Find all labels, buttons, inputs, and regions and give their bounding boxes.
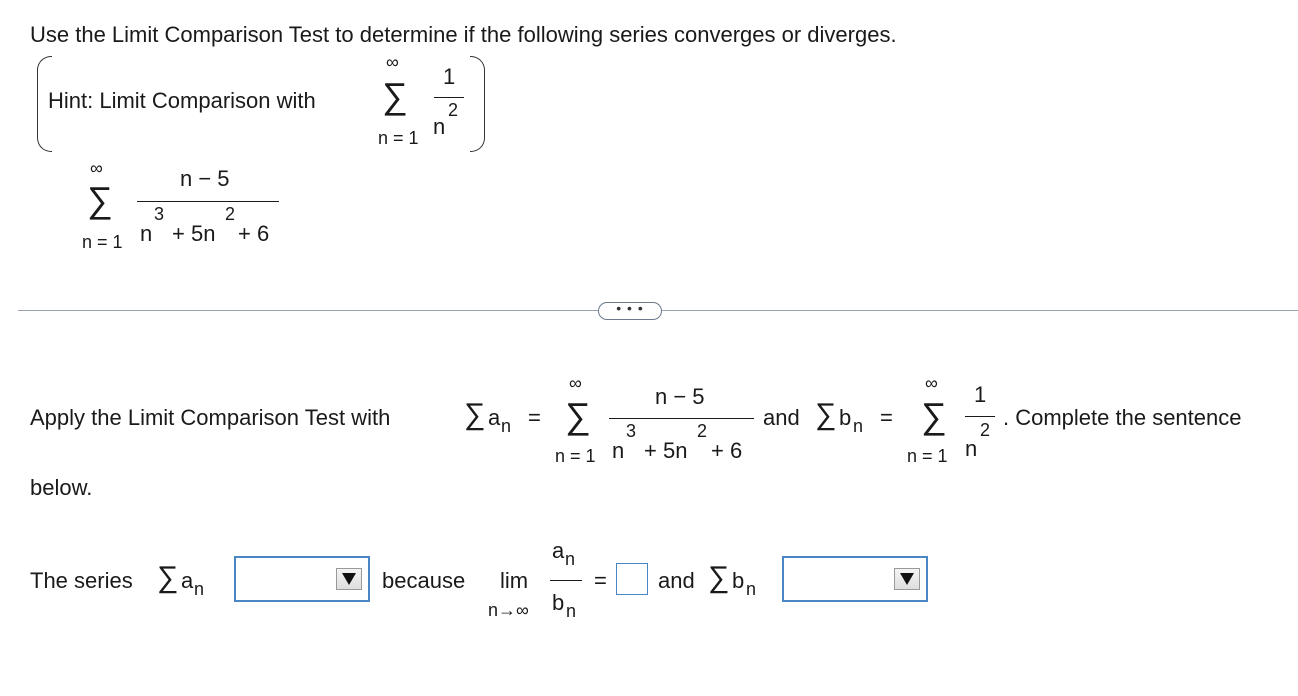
sigma-icon: ∑ [921, 395, 947, 436]
apply-den-mid: + 5n [644, 438, 688, 463]
b-n-symbol: b [732, 568, 745, 593]
lim-subscript: n→∞ [488, 600, 529, 620]
question-text: Use the Limit Comparison Test to determine if the following series converges or diverges. [30, 22, 897, 47]
lim-text: lim [500, 568, 529, 593]
apply-text: Apply the Limit Comparison Test with [30, 405, 391, 430]
a-n-sub: n [501, 416, 512, 436]
series-sum-lower: n = 1 [82, 232, 123, 252]
equals-sign: = [528, 405, 541, 430]
limit-answer-input[interactable] [616, 563, 648, 595]
right-paren [470, 56, 485, 152]
apply-b-den-base: n [965, 436, 978, 461]
hint-numerator: 1 [443, 64, 456, 89]
apply-text-continued: below. [30, 475, 93, 500]
b-n-sub: n [746, 579, 757, 599]
chevron-down-icon[interactable] [894, 568, 920, 590]
show-more-button[interactable]: • • • [598, 302, 662, 320]
b-n-symbol: b [839, 405, 852, 430]
convergence-b-dropdown[interactable] [782, 556, 928, 602]
b-n-sub: n [853, 416, 864, 436]
frac-b: b [552, 590, 565, 615]
because-text: because [382, 568, 466, 593]
apply-den-exp3: 3 [626, 421, 637, 441]
series-den-exp3: 3 [154, 204, 165, 224]
hint-den-base: n [433, 114, 446, 139]
hint-sum-upper: ∞ [386, 52, 399, 72]
apply-b-sum-lower: n = 1 [907, 446, 948, 466]
equals-sign: = [880, 405, 893, 430]
apply-den-exp2: 2 [697, 421, 708, 441]
series-numerator: n − 5 [180, 166, 230, 191]
sigma-icon: ∑ [382, 75, 408, 116]
sigma-icon: ∑ [815, 398, 837, 431]
equals-sign: = [594, 568, 607, 593]
apply-b-fraction-bar [965, 416, 995, 417]
frac-b-sub: n [566, 601, 577, 621]
hint-den-exp: 2 [448, 100, 459, 120]
sigma-icon: ∑ [157, 561, 179, 594]
sentence-prefix: The series [30, 568, 133, 593]
apply-text-after: . Complete the sentence [1003, 405, 1242, 430]
hint-sum-lower: n = 1 [378, 128, 419, 148]
series-den-exp2: 2 [225, 204, 236, 224]
apply-sum-upper: ∞ [569, 373, 582, 393]
sigma-icon: ∑ [87, 179, 113, 220]
sigma-icon: ∑ [565, 395, 591, 436]
apply-den-end: + 6 [711, 438, 743, 463]
apply-fraction-bar [609, 418, 754, 419]
apply-numerator: n − 5 [655, 384, 705, 409]
frac-a-sub: n [565, 549, 576, 569]
apply-sum-lower: n = 1 [555, 446, 596, 466]
and-text: and [658, 568, 695, 593]
series-den-end: + 6 [238, 221, 270, 246]
sigma-icon: ∑ [708, 561, 730, 594]
series-fraction-bar [137, 201, 279, 202]
sigma-icon: ∑ [464, 398, 486, 431]
series-den-mid: + 5n [172, 221, 216, 246]
a-n-sub: n [194, 579, 205, 599]
a-n-symbol: a [488, 405, 501, 430]
convergence-a-dropdown[interactable] [234, 556, 370, 602]
frac-a: a [552, 538, 565, 563]
apply-b-den-exp: 2 [980, 420, 991, 440]
limit-fraction-bar [550, 580, 582, 581]
apply-b-sum-upper: ∞ [925, 373, 938, 393]
hint-label: Hint: Limit Comparison with [48, 88, 316, 113]
apply-b-numerator: 1 [974, 382, 987, 407]
chevron-down-icon[interactable] [336, 568, 362, 590]
and-text: and [763, 405, 800, 430]
hint-fraction-bar [434, 97, 464, 98]
series-sum-upper: ∞ [90, 158, 103, 178]
series-den-n: n [140, 221, 153, 246]
apply-den-n: n [612, 438, 625, 463]
a-n-symbol: a [181, 568, 194, 593]
